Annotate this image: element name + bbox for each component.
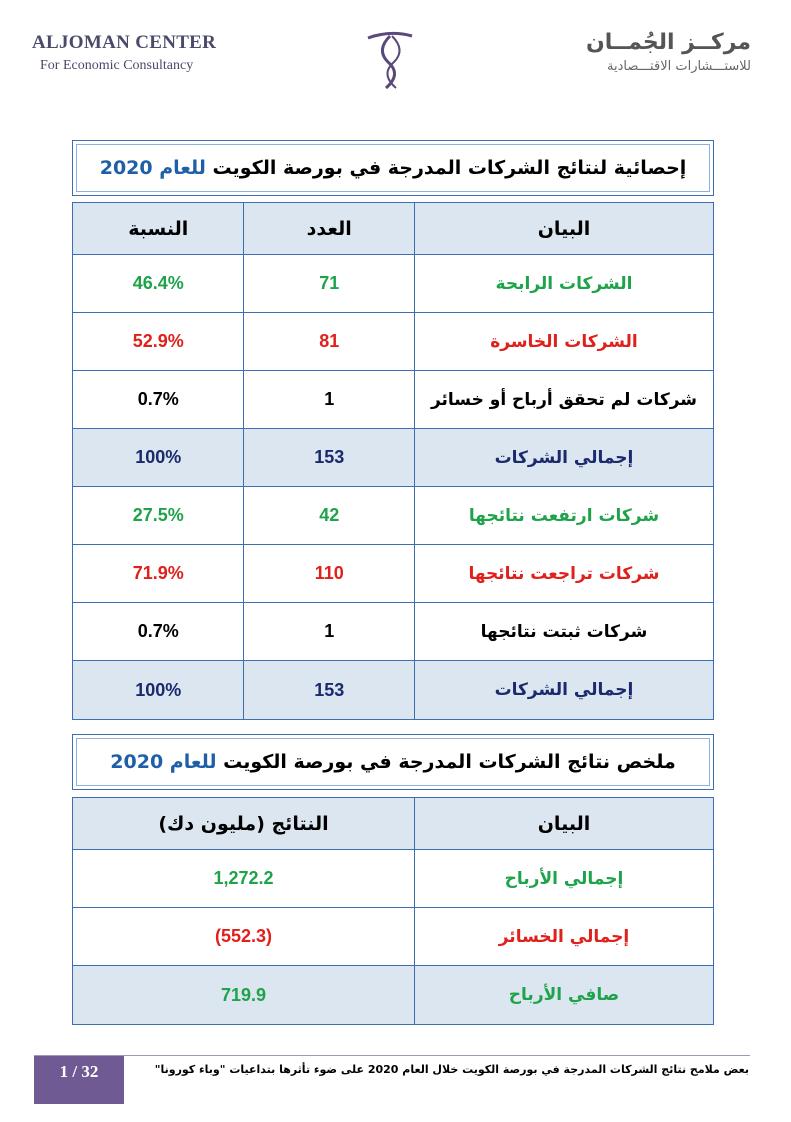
table-row bbox=[73, 603, 713, 661]
brand-english-name: ALJOMAN CENTER bbox=[32, 32, 217, 53]
row-label: شركات تراجعت نتائجها bbox=[414, 545, 713, 602]
row-count: 81 bbox=[243, 313, 413, 370]
row-count: 71 bbox=[243, 255, 413, 312]
header-count: العدد bbox=[243, 203, 413, 254]
table1-title-main: إحصائية لنتائج الشركات المدرجة في بورصة الكويت bbox=[205, 157, 687, 179]
table-row bbox=[73, 255, 713, 313]
aljoman-logo-icon bbox=[362, 28, 418, 94]
header-pct: النسبة bbox=[128, 217, 189, 240]
table1-header-row bbox=[73, 203, 713, 255]
table2-title-accent: للعام 2020 bbox=[110, 751, 217, 773]
table2-title bbox=[110, 751, 675, 773]
header-value: النتائج (مليون دك) bbox=[158, 812, 329, 835]
table1-title-box bbox=[72, 140, 714, 196]
row-label: شركات ارتفعت نتائجها bbox=[414, 487, 713, 544]
row-pct: 52.9% bbox=[132, 331, 184, 351]
row-label: شركات ثبتت نتائجها bbox=[414, 603, 713, 660]
table-row bbox=[73, 850, 713, 908]
page-number: 1 / 32 bbox=[34, 1056, 124, 1104]
table2-header-row bbox=[73, 798, 713, 850]
statistics-table bbox=[72, 202, 714, 720]
brand-arabic bbox=[586, 30, 751, 74]
table-row bbox=[73, 371, 713, 429]
table-row bbox=[73, 908, 713, 966]
table2-title-box bbox=[72, 734, 714, 790]
table-row bbox=[73, 313, 713, 371]
row-label: الشركات الخاسرة bbox=[414, 313, 713, 370]
table-row bbox=[73, 545, 713, 603]
row-count: 110 bbox=[243, 545, 413, 602]
table-row-total bbox=[73, 661, 713, 719]
table1-title-accent: للعام 2020 bbox=[99, 157, 206, 179]
row-value: 1,272.2 bbox=[213, 868, 274, 888]
page-header bbox=[0, 0, 791, 110]
row-pct: 100% bbox=[135, 447, 182, 467]
row-count: 1 bbox=[243, 371, 413, 428]
summary-table bbox=[72, 797, 714, 1025]
brand-arabic-name: مركــز الجُمــان bbox=[586, 30, 751, 55]
row-label: شركات لم تحقق أرباح أو خسائر bbox=[414, 371, 713, 428]
brand-english-subtitle: For Economic Consultancy bbox=[40, 58, 194, 73]
brand-english bbox=[32, 32, 216, 74]
table2-title-main: ملخص نتائج الشركات المدرجة في بورصة الكويت bbox=[216, 751, 676, 773]
header-label: البيان bbox=[414, 798, 713, 849]
header-label: البيان bbox=[414, 203, 713, 254]
footer-caption: بعض ملامح نتائج الشركات المدرجة في بورصة الكويت خلال العام 2020 على ضوء تأثرها بتداعيات "وباء كورونا" bbox=[154, 1063, 749, 1076]
row-label: إجمالي الأرباح bbox=[414, 850, 713, 907]
row-label: إجمالي الشركات bbox=[414, 429, 713, 486]
table-row-total bbox=[73, 966, 713, 1024]
row-label: إجمالي الخسائر bbox=[414, 908, 713, 965]
footer-divider bbox=[34, 1055, 750, 1056]
table-row-total bbox=[73, 429, 713, 487]
brand-arabic-subtitle: للاستـــشارات الاقتـــصادية bbox=[607, 59, 751, 74]
table-row bbox=[73, 487, 713, 545]
row-pct: 100% bbox=[135, 679, 182, 700]
row-label: إجمالي الشركات bbox=[414, 661, 713, 719]
row-pct: 0.7% bbox=[137, 389, 179, 409]
row-pct: 0.7% bbox=[137, 621, 179, 641]
row-count: 153 bbox=[243, 661, 413, 719]
table1-title bbox=[100, 157, 687, 179]
row-count: 42 bbox=[243, 487, 413, 544]
row-value: 719.9 bbox=[220, 984, 266, 1005]
row-count: 1 bbox=[243, 603, 413, 660]
row-pct: 46.4% bbox=[132, 273, 184, 293]
row-pct: 71.9% bbox=[132, 563, 184, 583]
row-value: (552.3) bbox=[214, 926, 272, 946]
row-label: الشركات الرابحة bbox=[414, 255, 713, 312]
row-label: صافي الأرباح bbox=[414, 966, 713, 1024]
row-count: 153 bbox=[243, 429, 413, 486]
row-pct: 27.5% bbox=[132, 505, 184, 525]
